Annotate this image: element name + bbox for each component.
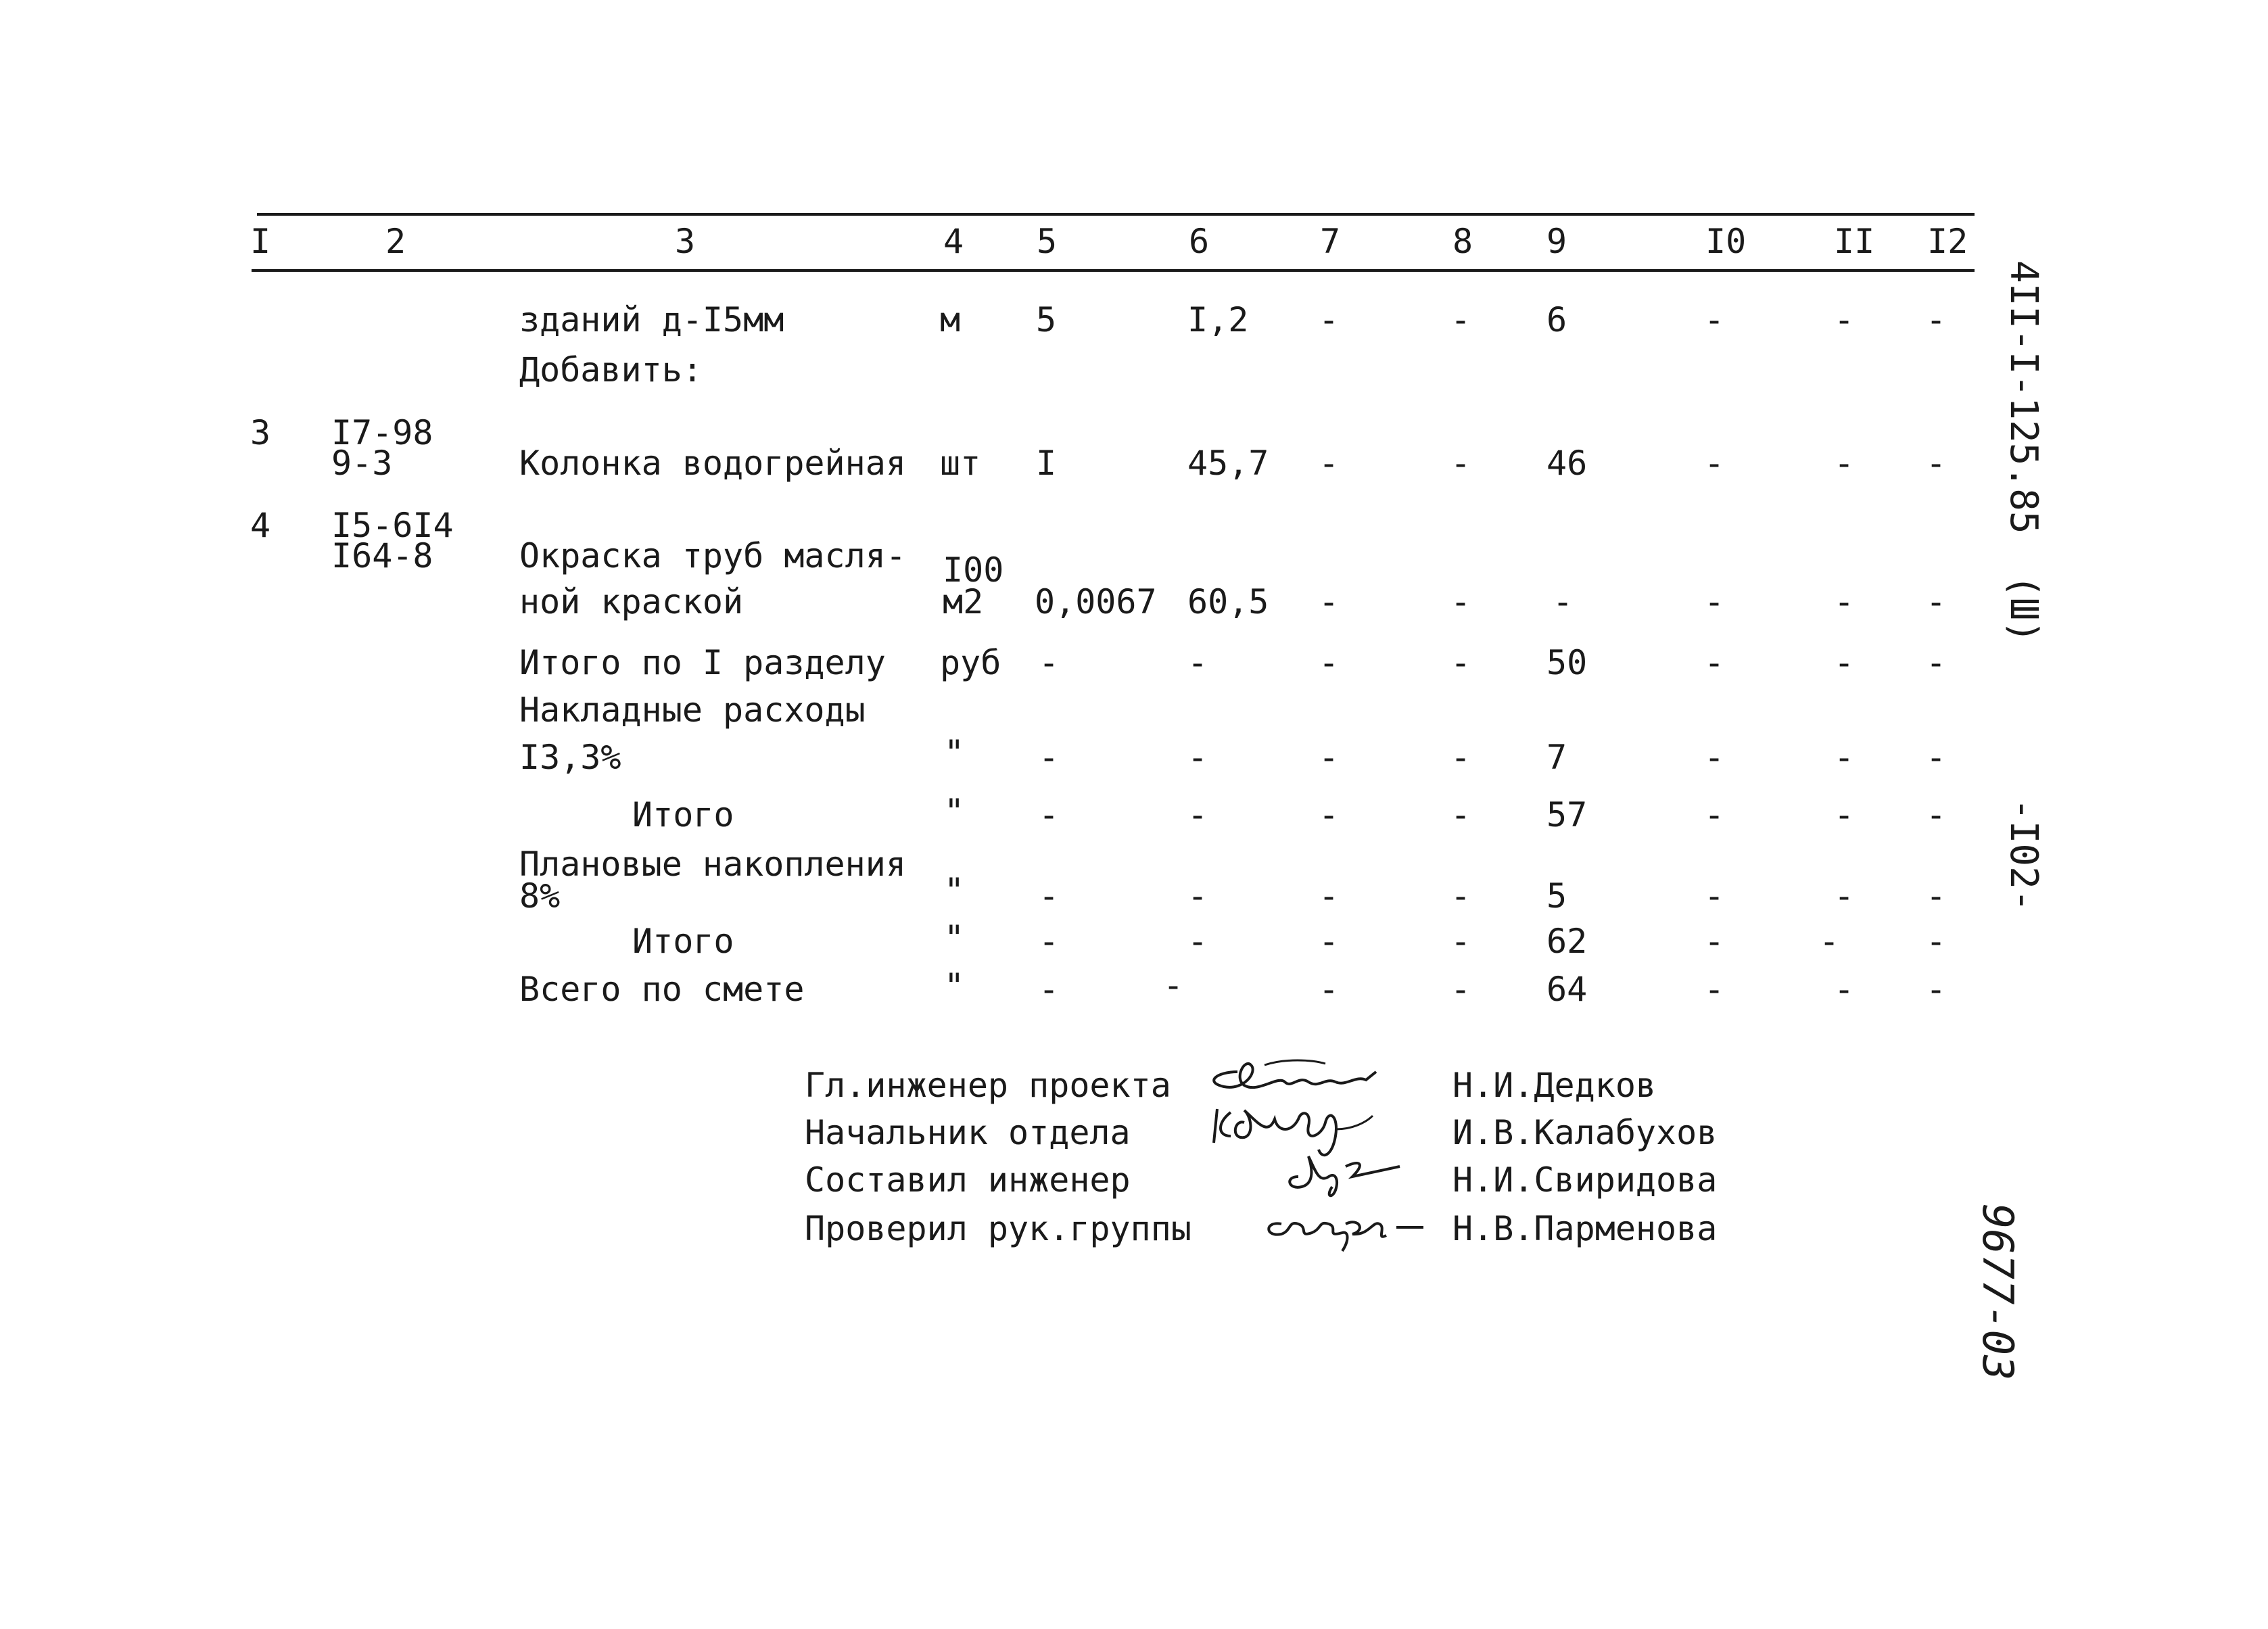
total-cost: 5 [1546,876,1567,916]
header-col-5: 5 [1037,222,1058,261]
col-12-value: - [1926,444,1947,483]
col-10-value: - [1704,922,1725,961]
norm-code-line-2: I64-8 [331,536,433,575]
quantity: 5 [1036,300,1057,339]
col-7-value: - [1319,582,1340,621]
header-col-3: 3 [675,222,696,261]
total-cost: - [1553,582,1574,621]
col-12-value: - [1926,738,1947,777]
header-col-7: 7 [1320,222,1341,261]
col-7-value: - [1319,970,1340,1009]
unit-cost: - [1163,966,1184,1005]
col-10-value: - [1704,300,1725,339]
col-10-value: - [1704,444,1725,483]
document-code: 4II-I-125.85 [2002,260,2046,534]
unit-cost: - [1187,922,1208,961]
unit: " [944,792,965,831]
unit-cost: - [1187,643,1208,682]
total-cost: 7 [1546,738,1567,777]
total-cost: 64 [1546,970,1588,1009]
quantity: I [1036,444,1057,483]
unit-cost: 60,5 [1187,582,1269,621]
signature-role: Гл.инженер проекта [805,1066,1171,1105]
header-col-12: I2 [1927,222,1968,261]
item-name: Всего по смете [519,970,805,1009]
col-10-value: - [1704,876,1725,916]
col-7-value: - [1319,876,1340,916]
col-8-value: - [1450,795,1471,834]
row-number: 4 [250,506,271,545]
unit: " [944,966,965,1006]
unit: шт [940,444,981,483]
page-number: -I02- [2002,798,2046,912]
unit-cost: - [1187,795,1208,834]
signature-role: Проверил рук.группы [805,1209,1191,1248]
quantity: - [1039,738,1060,777]
quantity: - [1039,643,1060,682]
col-8-value: - [1450,876,1471,916]
unit: " [944,871,965,910]
col-12-value: - [1926,300,1947,339]
col-11-value: - [1834,738,1855,777]
col-11-value: - [1819,922,1840,961]
quantity: - [1039,970,1060,1009]
signature-role: Составил инженер [805,1160,1131,1200]
header-col-10: I0 [1705,222,1747,261]
item-name: зданий д-I5мм [519,300,784,339]
col-12-value: - [1926,970,1947,1009]
col-11-value: - [1834,876,1855,916]
unit-cost: - [1187,738,1208,777]
norm-code-line-2: 9-3 [331,444,393,483]
item-name-line-2: 8% [519,876,561,916]
col-12-value: - [1926,643,1947,682]
col-11-value: - [1834,300,1855,339]
total-cost: 50 [1546,643,1588,682]
col-11-value: - [1834,582,1855,621]
signature-name: И.В.Калабухов [1452,1113,1718,1152]
col-12-value: - [1926,795,1947,834]
header-col-1: I [250,222,271,261]
col-7-value: - [1319,444,1340,483]
item-name-line-2: ной краской [519,582,744,621]
header-col-2: 2 [385,222,406,261]
quantity: - [1039,922,1060,961]
col-10-value: - [1704,738,1725,777]
unit: I00 [943,550,1004,590]
item-name: Итого по I разделу [519,643,886,682]
signature-role: Начальник отдела [805,1113,1131,1152]
norm-code: I7-98 [331,413,433,452]
col-8-value: - [1450,643,1471,682]
header-col-11: II [1834,222,1875,261]
signature-name: Н.В.Парменова [1452,1209,1718,1248]
total-cost: 46 [1546,444,1588,483]
total-cost: 62 [1546,922,1588,961]
unit: " [944,733,965,772]
volume-mark: (Ш) [2002,575,2046,644]
total-cost: 6 [1546,300,1567,339]
col-8-value: - [1450,922,1471,961]
item-name-line-2: I3,3% [519,738,621,777]
col-7-value: - [1319,738,1340,777]
item-name: Итого [632,922,734,961]
col-7-value: - [1319,300,1340,339]
col-11-value: - [1834,795,1855,834]
quantity: - [1039,876,1060,916]
item-name: Колонка водогрейная [519,444,906,483]
header-col-6: 6 [1189,222,1210,261]
col-12-value: - [1926,582,1947,621]
unit: м [940,300,961,339]
col-8-value: - [1450,970,1471,1009]
unit-line-2: м2 [943,582,984,621]
col-10-value: - [1704,795,1725,834]
col-12-value: - [1926,876,1947,916]
norm-code: I5-6I4 [331,506,454,545]
col-12-value: - [1926,922,1947,961]
col-8-value: - [1450,582,1471,621]
quantity: 0,0067 [1035,582,1157,621]
header-col-9: 9 [1546,222,1567,261]
unit: руб [940,643,1001,682]
header-bottom-rule [252,269,1975,272]
col-7-value: - [1319,643,1340,682]
item-name: Накладные расходы [519,690,866,730]
unit-cost: 45,7 [1187,444,1269,483]
unit: " [944,918,965,958]
col-8-value: - [1450,300,1471,339]
row-number: 3 [250,413,271,452]
item-name: Окраска труб масля- [519,536,906,575]
unit-cost: - [1187,876,1208,916]
col-11-value: - [1834,444,1855,483]
item-name: Плановые накопления [519,845,906,884]
col-7-value: - [1319,922,1340,961]
col-10-value: - [1704,970,1725,1009]
signature-name: Н.И.Свиридова [1452,1160,1718,1200]
col-10-value: - [1704,643,1725,682]
total-cost: 57 [1546,795,1588,834]
col-8-value: - [1450,444,1471,483]
handwritten-signature-3 [1278,1146,1427,1200]
signature-name: Н.И.Дедков [1452,1066,1657,1105]
col-11-value: - [1834,643,1855,682]
inventory-number: 9677-03 [1973,1204,2023,1381]
table-top-rule [257,213,1975,216]
handwritten-signature-4 [1258,1194,1434,1254]
quantity: - [1039,795,1060,834]
col-11-value: - [1834,970,1855,1009]
col-10-value: - [1704,582,1725,621]
header-col-4: 4 [943,222,964,261]
item-name: Итого [632,795,734,834]
header-col-8: 8 [1452,222,1473,261]
col-8-value: - [1450,738,1471,777]
col-7-value: - [1319,795,1340,834]
unit-cost: I,2 [1187,300,1249,339]
item-name: Добавить: [519,350,703,389]
